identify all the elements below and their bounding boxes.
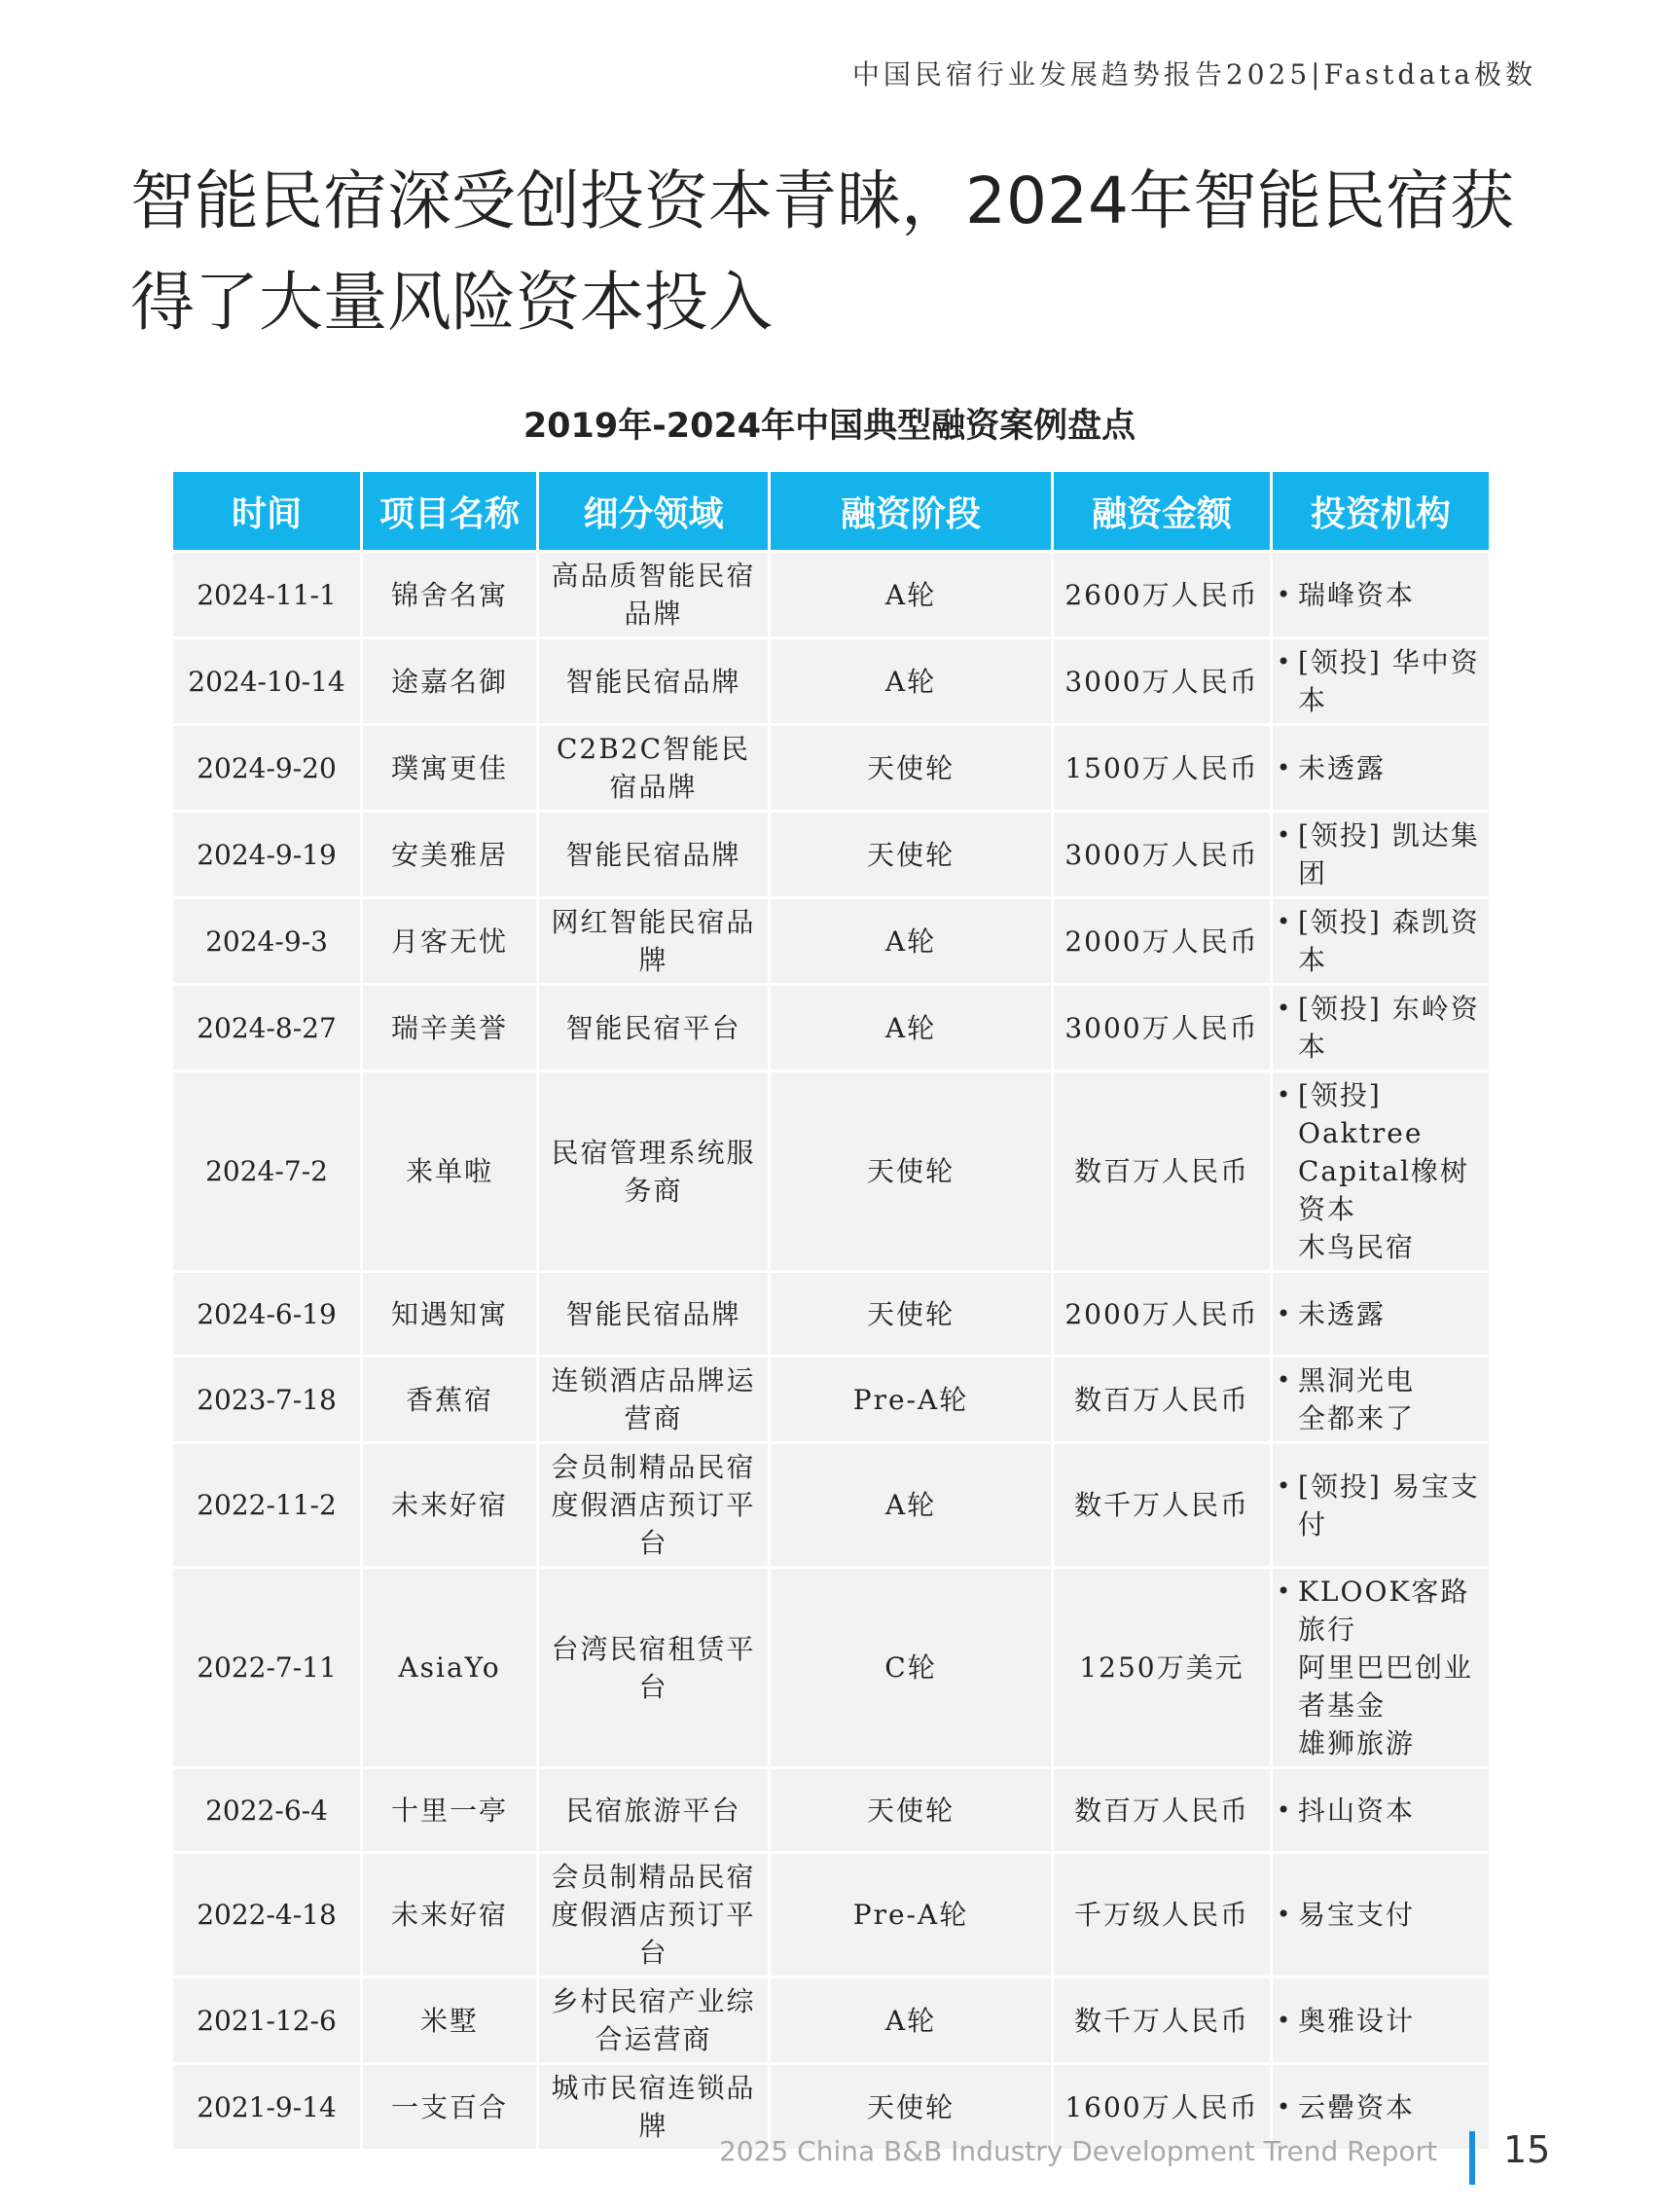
cell-project-name: 香蕉宿 [363,1358,536,1441]
cell-amount: 数百万人民币 [1054,1769,1270,1851]
cell-investors [1273,1072,1489,1270]
table-row [173,639,1489,723]
cell-project-name: 来单啦 [363,1072,536,1270]
cell-field: 台湾民宿租赁平台 [539,1569,768,1766]
table-row [173,1358,1489,1441]
cell-field: 智能民宿平台 [539,986,768,1070]
cell-date: 2023-7-18 [173,1358,360,1441]
report-header: 中国民宿行业发展趋势报告2025|Fastdata极数 [851,58,1536,91]
cell-project-name: 未来好宿 [363,1854,536,1976]
cell-project-name: 月客无忧 [363,899,536,983]
table-header-row [173,472,1489,550]
investor-name: [领投] Oaktree Capital橡树资本 [1298,1079,1469,1225]
bullet-icon: • [1277,1366,1293,1394]
cell-project-name: 一支百合 [363,2065,536,2149]
investor-name: 云罍资本 [1298,2090,1416,2123]
cell-date: 2024-9-20 [173,726,360,810]
cell-investors [1273,1358,1489,1441]
cell-stage: 天使轮 [771,1072,1051,1270]
investor-name: 未透露 [1298,751,1387,784]
investor-name: 瑞峰资本 [1298,578,1416,611]
column-header-time: 时间 [173,472,360,550]
cell-field: C2B2C智能民宿品牌 [539,726,768,810]
cell-amount: 3000万人民币 [1054,639,1270,723]
cell-date: 2024-8-27 [173,986,360,1070]
cell-project-name: 知遇知寓 [363,1273,536,1355]
investor-name: 易宝支付 [1298,1899,1416,1931]
column-header-amount: 融资金额 [1054,472,1270,550]
investor-name: 抖山资本 [1298,1794,1416,1827]
investor-name: [领投] 凯达集团 [1298,819,1480,889]
bullet-icon: • [1277,1299,1293,1327]
investor-name: [领投] 易宝支付 [1298,1469,1480,1541]
table-row [173,1072,1489,1270]
table-row [173,1273,1489,1355]
cell-field: 连锁酒店品牌运营商 [539,1358,768,1441]
cell-date: 2021-12-6 [173,1978,360,2062]
cell-amount: 数千万人民币 [1054,1444,1270,1566]
bullet-icon: • [1277,1795,1293,1824]
cell-field: 城市民宿连锁品牌 [539,2065,768,2149]
cell-amount: 1250万美元 [1054,1569,1270,1766]
cell-field: 智能民宿品牌 [539,1273,768,1355]
bullet-icon: • [1277,1471,1293,1500]
cell-project-name: 锦舍名寓 [363,553,536,636]
bullet-icon: • [1277,580,1293,608]
cell-project-name: 璞寓更佳 [363,726,536,810]
investor-name: 未透露 [1298,1297,1387,1330]
cell-stage: A轮 [771,986,1051,1070]
cell-amount: 2000万人民币 [1054,899,1270,983]
cell-amount: 3000万人民币 [1054,813,1270,896]
cell-field: 会员制精品民宿度假酒店预订平台 [539,1444,768,1566]
table-row [173,899,1489,983]
cell-investors [1273,1978,1489,2062]
investor-name: 奥雅设计 [1298,2004,1416,2037]
cell-stage: Pre-A轮 [771,1358,1051,1441]
footer-report-title: 2025 China B&B Industry Development Trend Report [718,2135,1437,2167]
bullet-icon: • [1277,821,1293,849]
cell-amount: 数百万人民币 [1054,1358,1270,1441]
cell-field: 智能民宿品牌 [539,813,768,896]
cell-investors [1273,1273,1489,1355]
cell-project-name: 途嘉名御 [363,639,536,723]
cell-stage: A轮 [771,1444,1051,1566]
cell-investors [1273,1769,1489,1851]
column-header-field: 细分领域 [539,472,768,550]
cell-date: 2024-10-14 [173,639,360,723]
cell-stage: A轮 [771,1978,1051,2062]
cell-date: 2022-6-4 [173,1769,360,1851]
cell-date: 2024-6-19 [173,1273,360,1355]
cell-amount: 3000万人民币 [1054,986,1270,1070]
cell-date: 2024-9-19 [173,813,360,896]
cell-field: 会员制精品民宿度假酒店预订平台 [539,1854,768,1976]
cell-date: 2022-11-2 [173,1444,360,1566]
table-row [173,1854,1489,1976]
cell-amount: 数千万人民币 [1054,1978,1270,2062]
bullet-icon: • [1277,2006,1293,2034]
cell-investors [1273,813,1489,896]
column-header-investors: 投资机构 [1273,472,1489,550]
investor-name: 木鸟民宿 [1298,1231,1416,1263]
investor-name: [领投] 东岭资本 [1298,993,1480,1063]
cell-amount: 数百万人民币 [1054,1072,1270,1270]
cell-stage: 天使轮 [771,1769,1051,1851]
investor-name: 雄狮旅游 [1298,1727,1416,1759]
cell-field: 智能民宿品牌 [539,639,768,723]
bullet-icon: • [1277,753,1293,781]
cell-stage: A轮 [771,553,1051,636]
cell-project-name: 未来好宿 [363,1444,536,1566]
table-row [173,986,1489,1070]
cell-field: 民宿旅游平台 [539,1769,768,1851]
table-row [173,553,1489,636]
cell-stage: 天使轮 [771,2065,1051,2149]
cell-amount: 1600万人民币 [1054,2065,1270,2149]
table-row [173,726,1489,810]
cell-amount: 千万级人民币 [1054,1854,1270,1976]
column-header-project: 项目名称 [363,472,536,550]
cell-stage: A轮 [771,899,1051,983]
bullet-icon: • [1277,995,1293,1022]
cell-field: 民宿管理系统服务商 [539,1072,768,1270]
table-row [173,1444,1489,1566]
cell-date: 2022-7-11 [173,1569,360,1766]
cell-project-name: AsiaYo [363,1569,536,1766]
bullet-icon: • [1277,1081,1293,1108]
cell-date: 2021-9-14 [173,2065,360,2149]
financing-table [170,469,1492,2152]
cell-investors [1273,1569,1489,1766]
bullet-icon: • [1277,648,1293,675]
investor-name: [领投] 森凯资本 [1298,906,1480,976]
cell-stage: 天使轮 [771,1273,1051,1355]
cell-investors [1273,639,1489,723]
cell-investors [1273,553,1489,636]
cell-amount: 2600万人民币 [1054,553,1270,636]
cell-project-name: 十里一亭 [363,1769,536,1851]
cell-date: 2024-7-2 [173,1072,360,1270]
cell-project-name: 瑞辛美誉 [363,986,536,1070]
bullet-icon: • [1277,1901,1293,1928]
page-number: 15 [1503,2128,1551,2171]
table-row [173,813,1489,896]
cell-date: 2024-11-1 [173,553,360,636]
investor-name: [领投] 华中资本 [1298,646,1480,716]
cell-investors [1273,726,1489,810]
bullet-icon: • [1277,908,1293,935]
footer-accent-bar [1469,2131,1475,2185]
cell-date: 2022-4-18 [173,1854,360,1976]
cell-investors [1273,899,1489,983]
table-title: 2019年-2024年中国典型融资案例盘点 [523,407,1136,446]
bullet-icon: • [1277,1577,1293,1605]
cell-field: 高品质智能民宿品牌 [539,553,768,636]
cell-field: 网红智能民宿品牌 [539,899,768,983]
investor-name: 阿里巴巴创业者基金 [1298,1651,1474,1722]
investor-name: KLOOK客路旅行 [1298,1576,1470,1646]
cell-field: 乡村民宿产业综合运营商 [539,1978,768,2062]
table-row [173,1569,1489,1766]
page-title: 智能民宿深受创投资本青睐，2024年智能民宿获得了大量风险资本投入 [130,163,1514,340]
table-row [173,1978,1489,2062]
cell-investors [1273,1854,1489,1976]
cell-project-name: 安美雅居 [363,813,536,896]
cell-stage: A轮 [771,639,1051,723]
cell-investors [1273,986,1489,1070]
bullet-icon: • [1277,2092,1293,2121]
cell-date: 2024-9-3 [173,899,360,983]
cell-stage: 天使轮 [771,813,1051,896]
table-row [173,1769,1489,1851]
investor-name: 全都来了 [1298,1402,1416,1434]
cell-stage: Pre-A轮 [771,1854,1051,1976]
cell-stage: 天使轮 [771,726,1051,810]
cell-investors [1273,1444,1489,1566]
cell-project-name: 米墅 [363,1978,536,2062]
column-header-stage: 融资阶段 [771,472,1051,550]
cell-stage: C轮 [771,1569,1051,1766]
investor-name: 黑洞光电 [1298,1364,1416,1396]
cell-amount: 1500万人民币 [1054,726,1270,810]
cell-amount: 2000万人民币 [1054,1273,1270,1355]
